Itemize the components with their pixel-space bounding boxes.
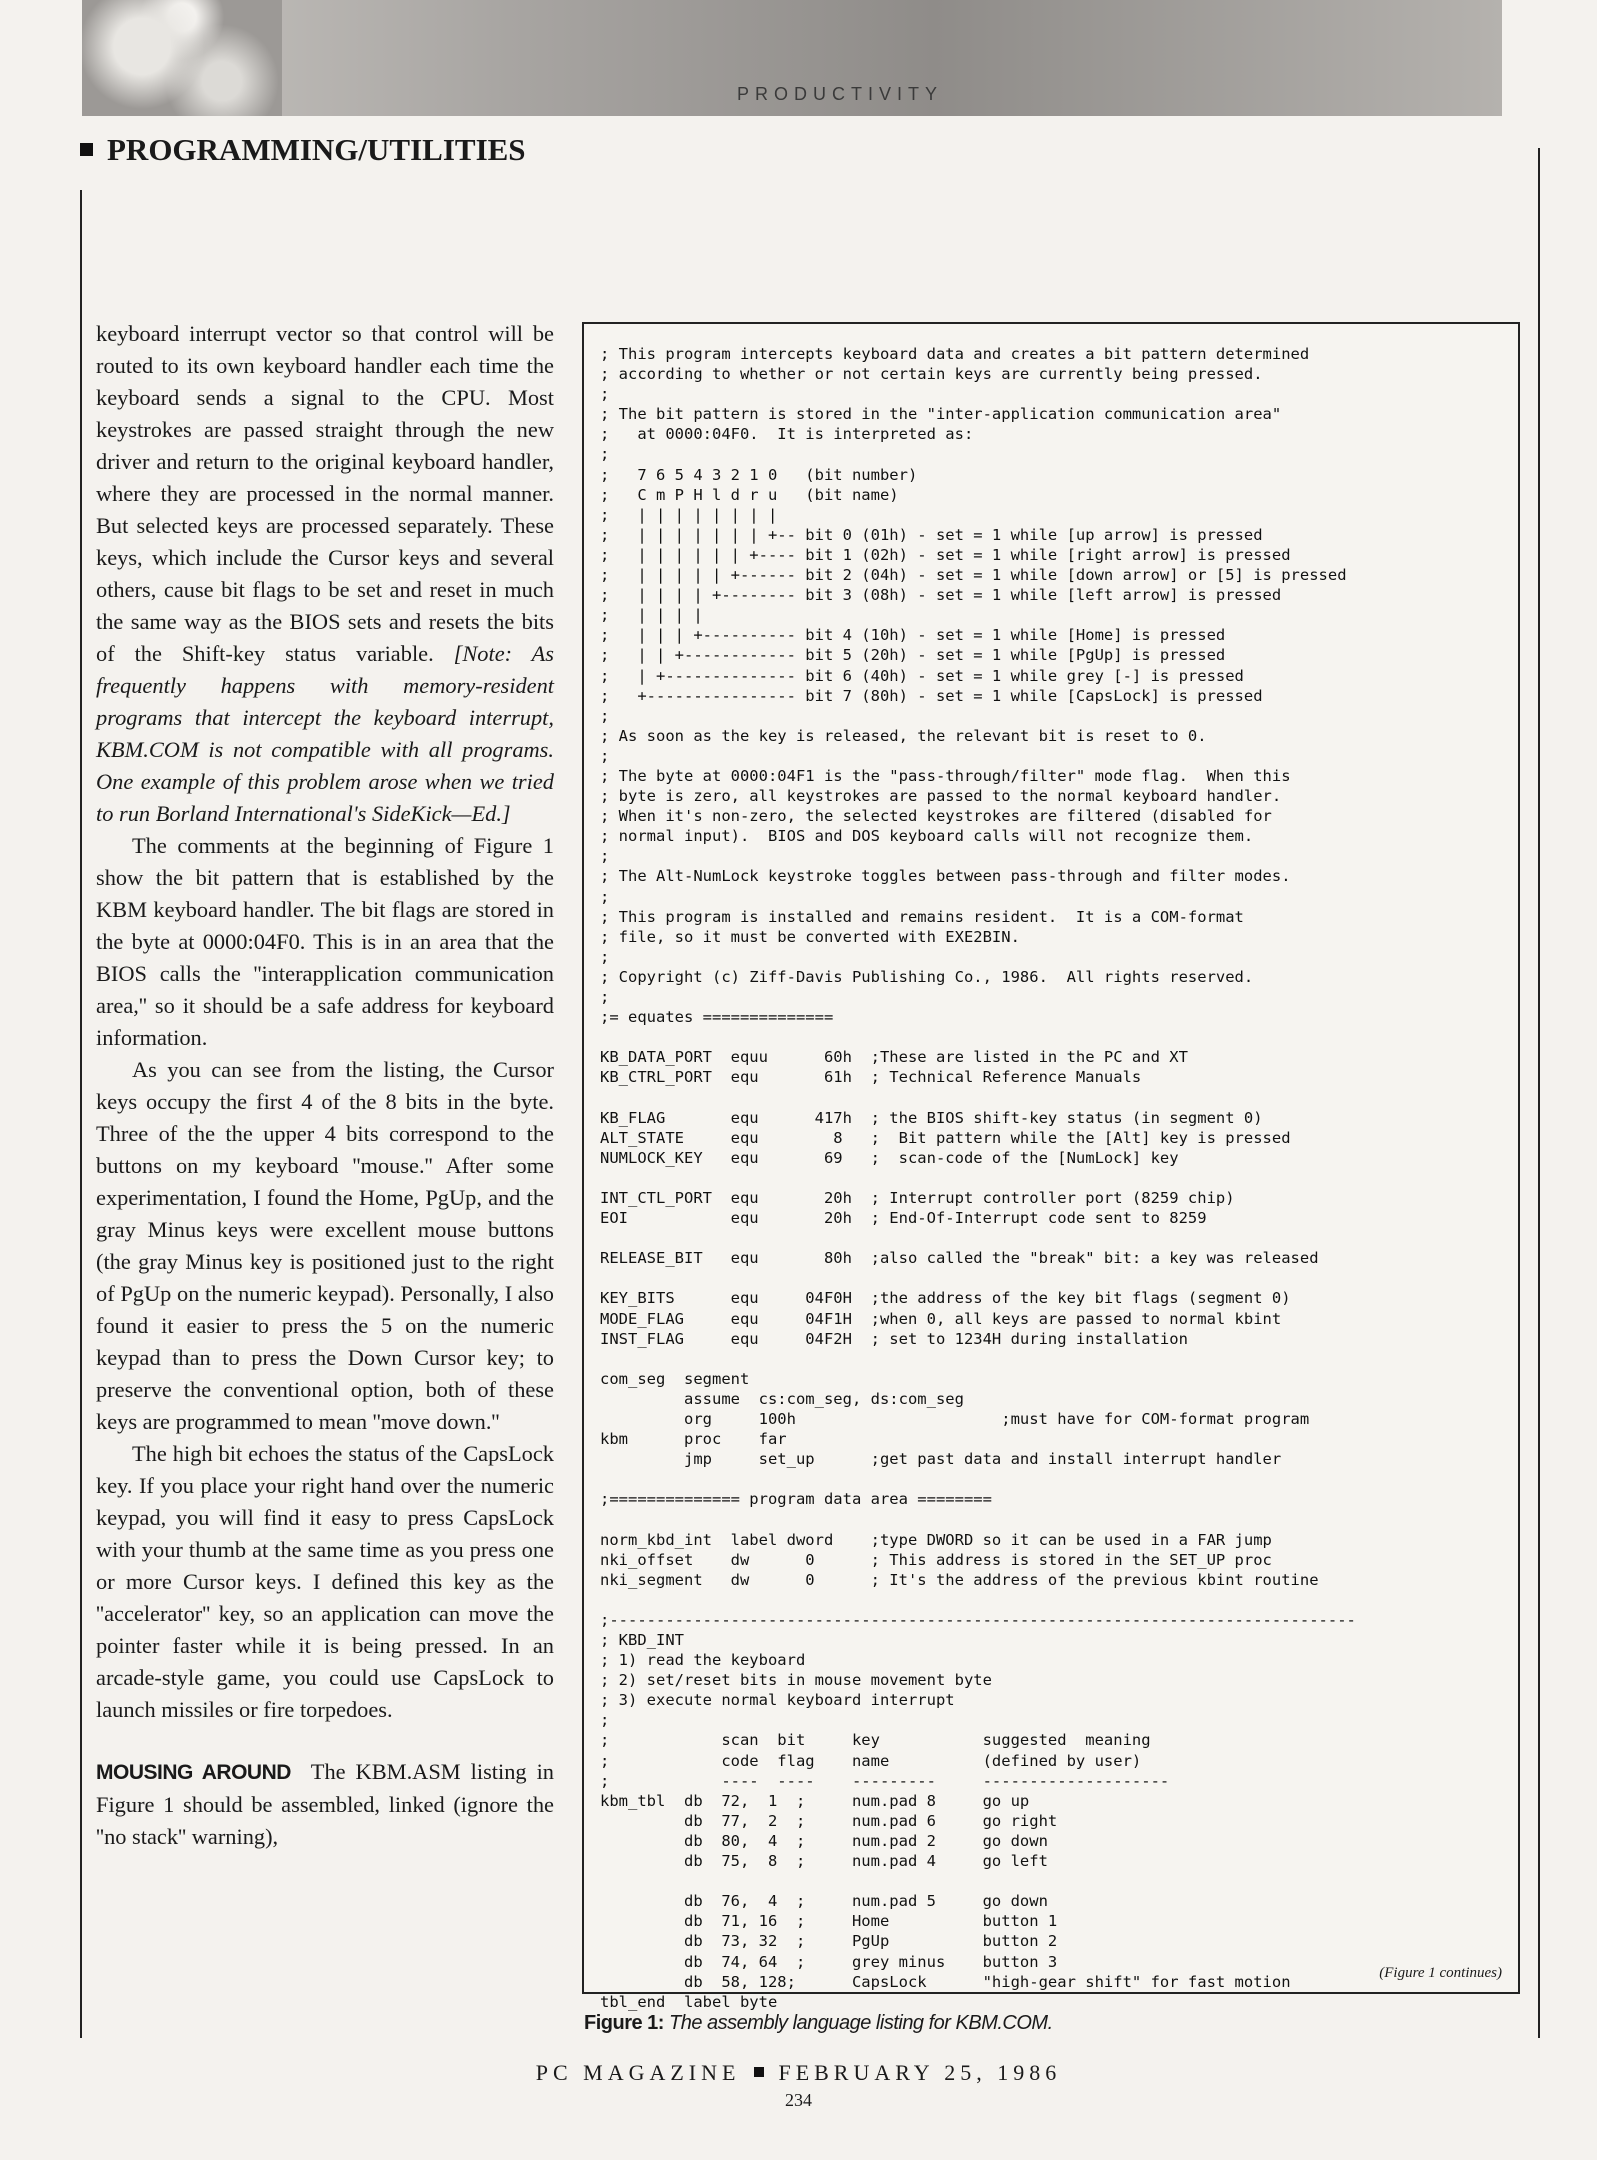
figure-caption <box>584 2012 1053 2035</box>
paragraph-text: The KBM.ASM listing in Figure 1 should be assembled, linked (ignore the ''no stack'' warning), <box>96 1759 554 1849</box>
square-bullet-icon <box>754 2067 764 2077</box>
left-column-rule <box>80 190 82 2038</box>
page-title-text: PROGRAMMING/UTILITIES <box>107 132 526 167</box>
right-column-rule <box>1538 148 1540 2038</box>
footer-magazine-line <box>0 2060 1597 2086</box>
article-paragraph: The comments at the beginning of Figure 1 show the bit pattern that is established by the KBM keyboard handler. The bit flags are stored in the byte at 0000:04F0. This is in an area that the BIOS calls the ''interapplication communication area,'' so it should be a safe address for keyboard information. <box>96 833 554 1050</box>
footer-magazine: PC MAGAZINE <box>535 2060 741 2085</box>
bullet-icon <box>80 143 93 156</box>
figure-listing-box <box>582 322 1520 2011</box>
page-title <box>80 132 526 168</box>
paragraph-text: keyboard interrupt vector so that control will be routed to its own keyboard handler each time the keyboard sends a signal to the CPU. Most keystrokes are passed straight through the new driver and return to the original keyboard handler, where they are processed in the normal manner. But selected keys are processed separately. These keys, which include the Cursor keys and several others, cause bit flags to be set and reset in much the same way as the BIOS sets and resets the bits of the Shift-key status variable. <box>96 321 554 666</box>
article-paragraph: As you can see from the listing, the Cursor keys occupy the first 4 of the 8 bits in the byte. Three of the the upper 4 bits correspond to the buttons on my keyboard ''mouse.'' After some experimentation, I found the Home, PgUp, and the gray Minus keys were excellent mouse buttons (the gray Minus key is positioned just to the right of PgUp on the numeric keypad). Personally, I also found it easier to press the 5 on the numeric keypad than to press the Down Cursor key; to preserve the conventional option, both of these keys are programmed to mean ''move down.'' <box>96 1057 554 1434</box>
code-listing: ; This program intercepts keyboard data and creates a bit pattern determined ; according to whether or not certain keys are currently being pressed. ; ; The bit pattern is stored in the "inter-application communication area" ; at 0000:04F0. It is interpreted as: ; ; 7 6 5 4 3 2 1 0 (bit number) ; C m P H l d r u (bit name) ; | | | | | | | | ; | | | | | | | +-- bit 0 (01h) - set = 1 while [up arrow] is pressed ; | | | | | | +---- bit 1 (02h) - set = 1 while [right arrow] is pressed ; | | | | | +------ bit 2 (04h) - set = 1 while [down arrow] or [5] is pressed ; | | | | +-------- bit 3 (08h) - set = 1 while [left arrow] is pressed ; | | | | ; | | | +---------- bit 4 (10h) - set = 1 while [Home] is pressed ; | | +------------ bit 5 (20h) - set = 1 while [PgUp] is pressed ; | +-------------- bit 6 (40h) - set = 1 while grey [-] is pressed ; +---------------- bit 7 (80h) - set = 1 while [CapsLock] is pressed ; ; As soon as the key is released, the relevant bit is reset to 0. ; ; The byte at 0000:04F1 is the "pass-through/filter" mode flag. When this ; byte is zero, all keystrokes are passed to the normal keyboard handler. ; When it's non-zero, the selected keystrokes are filtered (disabled for ; normal input). BIOS and DOS keyboard calls will not recognize them. ; ; The Alt-NumLock keystroke toggles between pass-through and filter modes. ; ; This program is installed and remains resident. It is a COM-format ; file, so it must be converted with EXE2BIN. ; ; Copyright (c) Ziff-Davis Publishing Co., 1986. All rights reserved. ; ;= equates ============== KB_DATA_PORT equu 60h ;These are listed in the PC and XT KB_CTRL_PORT equ 61h ; Technical Reference Manuals KB_FLAG equ 417h ; the BIOS shift-key status (in segment 0) ALT_STATE equ 8 ; Bit pattern while the [Alt] key is pressed NUMLOCK_KEY equ 69 ; scan-code of the [NumLock] key INT_CTL_PORT equ 20h ; Interrupt controller port (8259 chip) EOI equ 20h ; End-Of-Interrupt code sent to 8259 RELEASE_BIT equ 80h ;also called the "break" bit: a key was released KEY_BITS equ 04F0H ;the address of the key bit flags (segment 0) MODE_FLAG equ 04F1H ;when 0, all keys are passed to normal kbint INST_FLAG equ 04F2H ; set to 1234H during installation com_seg segment assume cs:com_seg, ds:com_seg org 100h ;must have for COM-format program kbm proc far jmp set_up ;get past data and install interrupt handler ;============== program data area ======== norm_kbd_int label dword ;type DWORD so it can be used in a FAR jump nki_offset dw 0 ; This address is stored in the SET_UP proc nki_segment dw 0 ; It's the address of the previous kbint routine ;-------------------------------------------------------------------------------- ; KBD_INT ; 1) read the keyboard ; 2) set/reset bits in mouse movement byte ; 3) execute normal keyboard interrupt ; ; scan bit key suggested meaning ; code flag name (defined by user) ; ---- ---- --------- -------------------- kbm_tbl db 72, 1 ; num.pad 8 go up db 77, 2 ; num.pad 6 go right db 80, 4 ; num.pad 2 go down db 75, 8 ; num.pad 4 go left db 76, 4 ; num.pad 5 go down db 71, 16 ; Home button 1 db 73, 32 ; PgUp button 2 db 74, 64 ; grey minus button 3 db 58, 128; CapsLock "high-gear shift" for fast motion tbl_end label byte <box>600 345 1356 2011</box>
article-paragraph: The high bit echoes the status of the CapsLock key. If you place your right hand over the numeric keypad, you will find it easy to press CapsLock with your thumb at the same time as you press one or more Cursor keys. I defined this key as the ''accelerator'' key, so an application can move the pointer faster while it is being pressed. In an arcade-style game, you could use CapsLock to launch missiles or fire torpedoes. <box>96 1441 554 1722</box>
editor-note: [Note: As frequently happens with memory-resident programs that intercept the keyboard interrupt, KBM.COM is not compatible with all programs. One example of this problem arose when we tried to run Borland International's SideKick—Ed.] <box>96 641 554 826</box>
paragraph-gap <box>96 1726 554 1756</box>
article-body <box>96 318 554 1853</box>
article-paragraph <box>96 1756 554 1853</box>
figure-caption-text: The assembly language listing for KBM.COM. <box>669 2012 1053 2034</box>
figure-continues-note: (Figure 1 continues) <box>1379 1965 1502 1981</box>
page-number: 234 <box>785 2090 812 2110</box>
section-label: PRODUCTIVITY <box>736 84 943 104</box>
subheading: MOUSING AROUND <box>96 1761 291 1784</box>
header-photo-texture <box>82 0 282 116</box>
footer-date: FEBRUARY 25, 1986 <box>778 2060 1062 2085</box>
article-paragraph <box>96 318 554 830</box>
figure-caption-label: Figure 1: <box>584 2012 664 2034</box>
